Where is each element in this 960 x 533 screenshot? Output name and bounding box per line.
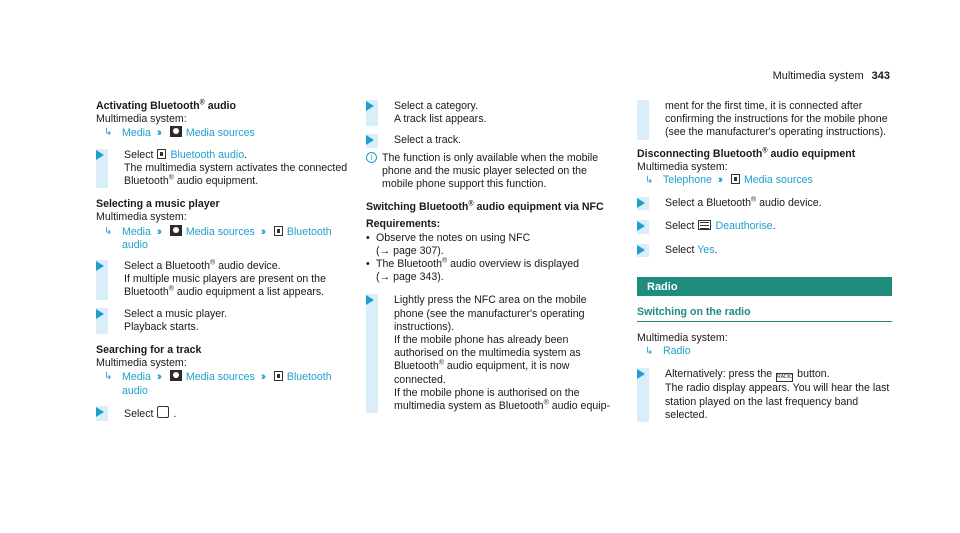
step-bar [637,220,649,233]
list-item: • The Bluetooth® audio overview is displayed (→ page 343). [366,258,618,284]
multimedia-icon [170,370,182,381]
double-chevron-icon: ›› [156,225,160,238]
step-arrow-icon [96,261,104,271]
list-item: • Observe the notes on using NFC (→ page 307). [366,232,618,258]
double-chevron-icon: ›› [260,371,264,384]
menu-path [96,370,348,397]
step-arrow-icon [96,407,104,417]
menu-path [637,345,892,358]
step-bar [637,368,649,422]
step-arrow-icon [366,135,374,145]
path-media-sources[interactable]: Media sources [743,174,813,187]
heading-activating-bluetooth: Activating Bluetooth® audio [96,99,236,112]
step-arrow-icon [366,101,374,111]
path-arrow-icon: ↳ [104,225,113,237]
step-arrow-icon [637,221,645,231]
step: Lightly press the NFC area on the mobile phone (see the manufacturer's operating instructions). If the mobile phone has already been authorised on the multimedia system as Bluetooth® audio equipment, it is now connected. If the mobile phone is authorised on the multimedia system as Bluetooth® audio equip- [366,294,618,413]
subsection-switching-radio: Switching on the radio [637,306,892,322]
path-arrow-icon: ↳ [104,371,113,383]
step: Alternatively: press the RADIO button. The radio display appears. You will hear the last station played on the last frequency band selected. [637,368,892,422]
step-continued: ment for the first time, it is connected after confirming the instructions for the mobile phone (see the manufacturer's operating instructions). [637,100,892,140]
system-label: Multimedia system: [637,160,728,173]
heading-searching-track: Searching for a track [96,344,202,357]
menu-path [96,126,348,140]
step-bar [637,100,649,140]
page-header [773,70,890,83]
step: Select Bluetooth audio. The multimedia system activates the connected Bluetooth® audio equipment. [96,149,348,189]
path-radio[interactable]: Radio [663,345,691,358]
search-icon [157,406,169,418]
menu-icon [698,220,711,230]
path-media-sources[interactable]: Media sources [185,371,255,384]
column-3 [637,100,892,422]
column-2 [366,100,618,413]
step-arrow-icon [637,198,645,208]
requirements-title: Requirements: [366,218,441,231]
bluetooth-audio-icon [157,149,166,159]
step-bar [96,406,108,421]
step: Select . [96,406,348,421]
section-radio-header: Radio [637,277,892,296]
step-arrow-icon [637,245,645,255]
path-arrow-icon: ↳ [104,127,113,139]
header-title: Multimedia system [772,70,864,82]
double-chevron-icon: ›› [156,127,160,140]
radio-button-icon: RADIO [777,374,794,381]
step-arrow-icon [96,309,104,319]
step: Select a track. [366,134,618,147]
info-icon: i [366,152,377,163]
path-media[interactable]: Media [122,371,151,384]
path-bluetooth-audio[interactable]: Bluetooth audio [122,225,332,251]
step-bar [366,134,378,147]
step-arrow-icon [96,150,104,160]
step: Select Deauthorise. [637,220,892,233]
heading-disconnecting: Disconnecting Bluetooth® audio equipment [637,147,856,160]
step-bar [637,244,649,257]
yes-link[interactable]: Yes [697,243,715,256]
double-chevron-icon: ›› [156,371,160,384]
double-chevron-icon: ›› [717,174,721,187]
step-bar [637,197,649,210]
system-label: Multimedia system: [96,113,187,126]
path-bluetooth-audio[interactable]: Bluetooth audio [122,371,332,397]
step-bar [96,308,108,334]
heading-selecting-player: Selecting a music player [96,198,220,211]
system-label: Multimedia system: [96,211,187,224]
system-label: Multimedia system: [96,357,187,370]
menu-path [637,174,892,187]
system-label: Multimedia system: [637,332,728,345]
path-media-sources[interactable]: Media sources [185,127,255,140]
menu-path [96,225,348,252]
step: Select a Bluetooth® audio device. If multiple music players are present on the Bluetooth® audio equipment a list appears. [96,260,348,300]
bluetooth-audio-icon [274,371,283,381]
double-chevron-icon: ›› [260,225,264,238]
heading-nfc: Switching Bluetooth® audio equipment via NFC [366,200,604,214]
multimedia-icon [170,126,182,137]
path-media[interactable]: Media [122,225,151,238]
step-bar [366,294,378,413]
path-media[interactable]: Media [122,127,151,140]
path-arrow-icon: ↳ [645,346,654,358]
step-bar [96,260,108,300]
info-note: i The function is only available when the mobile phone and the music player selected on the mobile phone support this function. [366,152,618,192]
path-arrow-icon: ↳ [645,175,654,187]
column-1 [96,100,348,421]
step: Select a Bluetooth® audio device. [637,197,892,210]
bluetooth-audio-icon [274,226,283,236]
step: Select Yes. [637,244,892,257]
step-bar [366,100,378,126]
multimedia-icon [170,225,182,236]
path-telephone[interactable]: Telephone [663,174,712,187]
step-arrow-icon [366,295,374,305]
deauthorise-link[interactable]: Deauthorise [715,220,773,233]
step: Select a music player. Playback starts. [96,308,348,334]
step-arrow-icon [637,369,645,379]
bluetooth-audio-icon [731,174,740,184]
step: Select a category. A track list appears. [366,100,618,126]
bluetooth-audio-link[interactable]: Bluetooth audio [170,148,245,161]
path-media-sources[interactable]: Media sources [185,225,255,238]
step-bar [96,149,108,189]
page-number: 343 [871,70,890,82]
